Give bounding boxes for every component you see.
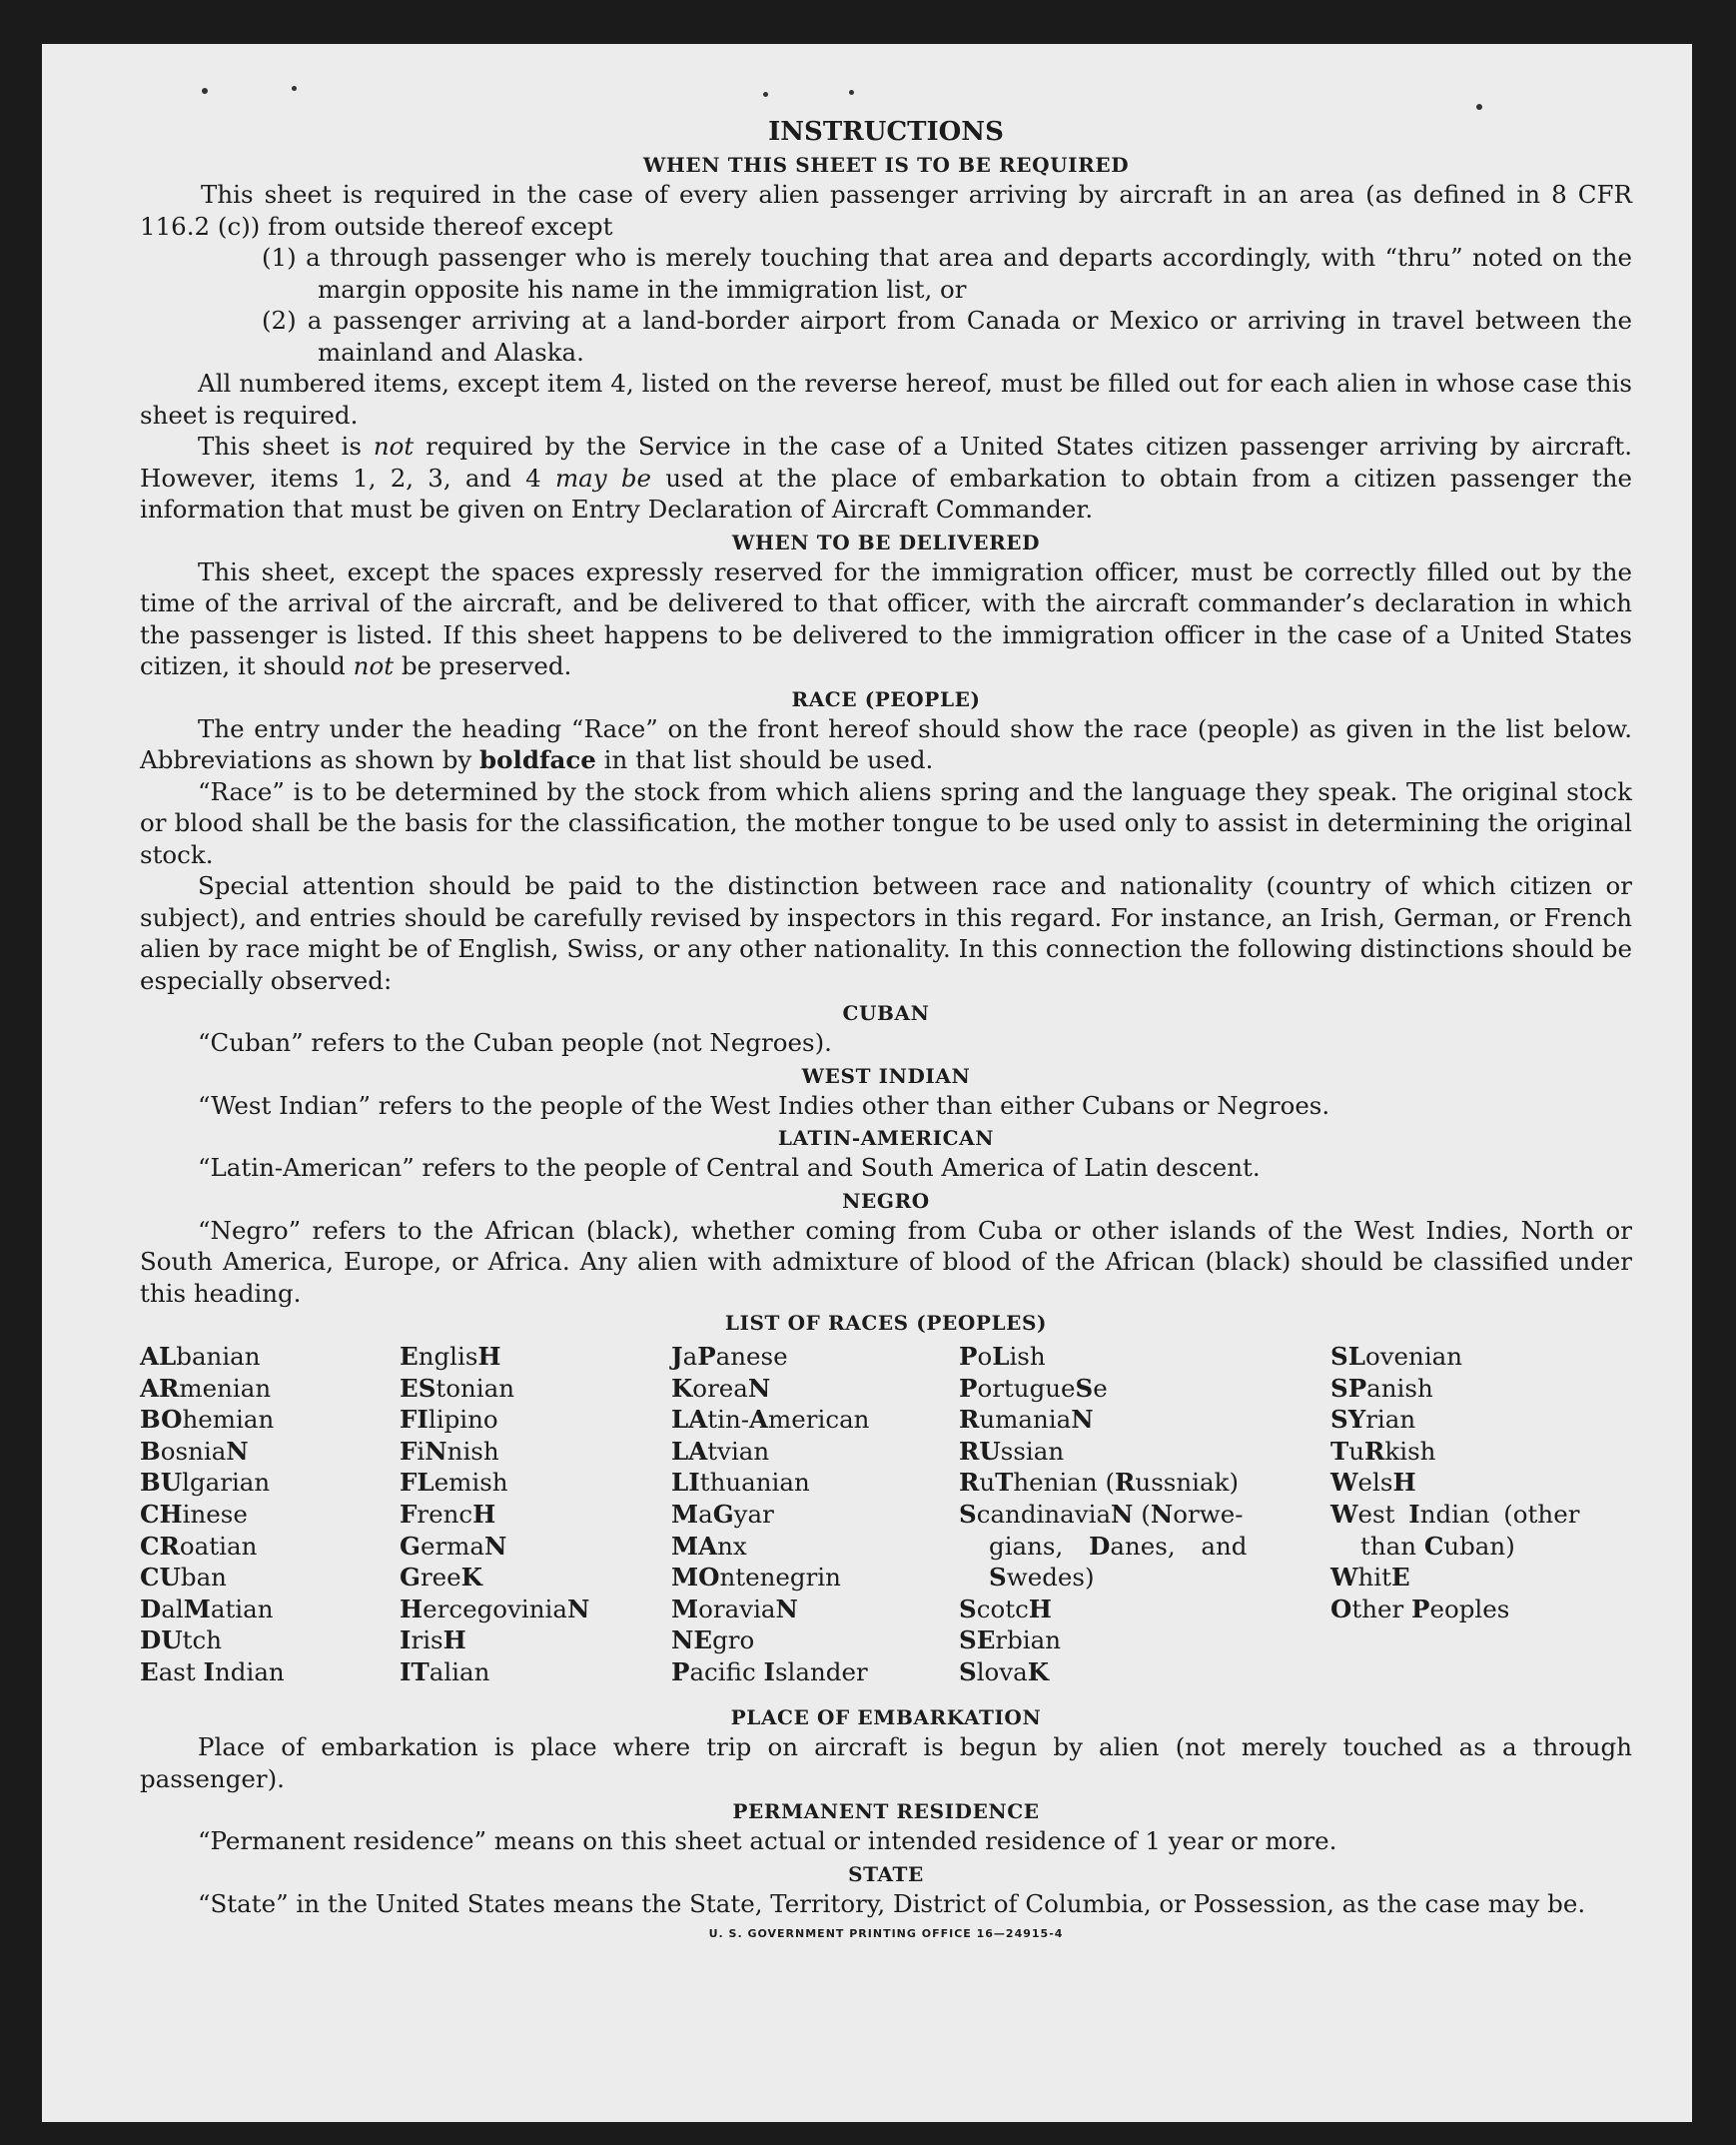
paragraph: Special attention should be paid to the distinction between race and nationality (country of which citizen or subject), and entries should be carefully revised by inspectors in this regard. For instance, an Irish, German, or French alien by race might be of English, Swiss, or any other nationality. In this connection the following distinctions should be especially observed:	[140, 871, 1632, 995]
race-list-item: HercegoviniaN	[400, 1594, 590, 1623]
paragraph: “Negro” refers to the African (black), whether coming from Cuba or other islands of the West Indies, North or South America, Europe, or Africa. Any alien with admixture of blood of the African (black) should be classified under this heading.	[140, 1215, 1632, 1308]
race-list-item: PortugueSe	[959, 1373, 1108, 1403]
race-list-item: RuThenian (Russniak)	[959, 1468, 1240, 1498]
paragraph: “Race” is to be determined by the stock from which aliens spring and the language they speak. The original stock or blood shall be the basis for the classification, the mother tongue to be used only to assist in determining the original stock.	[140, 776, 1632, 869]
section-heading: CUBAN	[842, 1001, 930, 1025]
race-list-item: Pacifc Islander	[671, 1656, 868, 1686]
paragraph: This sheet, except the spaces expressly reserved for the immigration officer, must be correctly filled out by the time of the arrival of the aircraft, and be delivered to that officer, with the aircraft commander’s declaration in which the passenger is listed. If this sheet happens to be delivered to the immigration officer in the case of a United States citizen, it should not be preserved.	[140, 556, 1632, 680]
race-list-item: TuRkish	[1330, 1436, 1436, 1466]
race-list-item: EnglisH	[400, 1342, 501, 1371]
paragraph: “Cuban” refers to the Cuban people (not Negroes).	[198, 1028, 832, 1057]
section-heading: LATIN-AMERICAN	[777, 1126, 995, 1150]
scan-speck	[202, 88, 208, 94]
races-column-4	[959, 1341, 1306, 1688]
scan-speck	[1476, 104, 1482, 110]
race-list-item: than Cuban)	[1360, 1531, 1515, 1561]
printing-office-imprint: U. S. GOVERNMENT PRINTING OFFICE 16—24915-4	[708, 1927, 1064, 1940]
section-heading: LIST OF RACES (PEOPLES)	[724, 1311, 1048, 1335]
race-list-item: BUlgarian	[140, 1468, 271, 1498]
races-column-3	[671, 1341, 941, 1688]
paragraph: “Permanent residence” means on this sheet actual or intended residence of 1 year or more.	[198, 1826, 1337, 1855]
section-heading: WHEN TO BE DELIVERED	[731, 530, 1041, 554]
section-heading: RACE (PEOPLE)	[791, 686, 981, 711]
race-list-item: DUtch	[140, 1625, 222, 1655]
race-list-item: WelsH	[1330, 1468, 1416, 1498]
paragraph: Place of embarkation is place where trip on aircraft is begun by alien (not merely touched as a through passenger).	[140, 1732, 1632, 1793]
race-list-item: ScotcH	[959, 1594, 1052, 1623]
race-list-item: FiNnish	[400, 1436, 499, 1466]
race-list-item: GreeK	[400, 1563, 482, 1593]
instructions-body	[140, 116, 1632, 1940]
list-item: (2) a passenger arriving at a land-border airport from Canada or Mexico or arriving in travel between the mainland and Alaska.	[262, 306, 1632, 367]
section-heading: STATE	[848, 1861, 924, 1886]
section-heading: PERMANENT RESIDENCE	[732, 1799, 1040, 1823]
race-list-item: MAnx	[671, 1531, 747, 1561]
scan-speck	[849, 90, 854, 95]
race-list-item: NEgro	[671, 1625, 755, 1655]
paragraph: The entry under the heading “Race” on the front hereof should show the race (people) as given in the list below. Abbreviations as shown by boldface in that list should be used.	[140, 713, 1632, 774]
race-list-item: West Indian (other	[1330, 1499, 1580, 1529]
race-list-item: DalMatian	[140, 1594, 274, 1623]
paragraph: This sheet is required in the case of every alien passenger arriving by aircraft in an area (as defined in 8 CFR 116.2 (c)) from outside thereof except	[140, 180, 1632, 241]
paragraph: “Latin-American” refers to the people of Central and South America of Latin descent.	[198, 1153, 1261, 1182]
scan-speck	[292, 86, 297, 91]
race-list-item: MOntenegrin	[671, 1563, 841, 1593]
page-title: INSTRUCTIONS	[768, 117, 1004, 147]
race-list-item: gians, Danes, and	[989, 1531, 1248, 1561]
race-list-item: Swedes)	[989, 1563, 1095, 1593]
document-page	[42, 44, 1692, 2122]
section-heading: NEGRO	[842, 1188, 930, 1213]
paragraph: All numbered items, except item 4, listed on the reverse hereof, must be filled out for each alien in whose case this sheet is required.	[140, 369, 1632, 430]
race-list-item: MaGyar	[671, 1499, 774, 1529]
race-list-item: LAtvian	[671, 1436, 770, 1466]
race-list-item: CHinese	[140, 1499, 248, 1529]
races-column-5	[1330, 1341, 1632, 1624]
section-heading: WHEN THIS SHEET IS TO BE REQUIRED	[642, 153, 1130, 177]
race-list-item: LIthuanian	[671, 1468, 810, 1498]
paragraph: “West Indian” refers to the people of the West Indies other than either Cubans or Negroes.	[198, 1090, 1330, 1120]
races-list	[140, 1341, 1632, 1700]
scan-speck	[763, 92, 768, 97]
race-list-item: East Indian	[140, 1656, 285, 1686]
race-list-item: CUban	[140, 1563, 227, 1593]
race-list-item: MoraviaN	[671, 1594, 798, 1623]
race-list-item: CRoatian	[140, 1531, 258, 1561]
race-list-item: PoLish	[959, 1342, 1046, 1371]
race-list-item: IrisH	[400, 1625, 466, 1655]
section-heading: WEST INDIAN	[801, 1063, 971, 1088]
race-list-item: EStonian	[400, 1373, 515, 1403]
paragraph: “State” in the United States means the State, Territory, District of Columbia, or Possession, as the case may be.	[198, 1888, 1586, 1918]
race-list-item: JaPanese	[671, 1342, 788, 1371]
races-column-2	[400, 1341, 649, 1688]
section-heading: PLACE OF EMBARKATION	[730, 1705, 1042, 1729]
race-list-item: ScandinaviaN (Norwe-	[959, 1499, 1244, 1529]
race-list-item: SLovenian	[1330, 1342, 1463, 1371]
race-list-item: Other Peoples	[1330, 1594, 1510, 1623]
race-list-item: SPanish	[1330, 1373, 1433, 1403]
race-list-item: FrencH	[400, 1499, 496, 1529]
race-list-item: SlovaK	[959, 1656, 1050, 1686]
races-column-1	[140, 1341, 380, 1688]
paragraph: This sheet is not required by the Service in the case of a United States citizen passenger arriving by aircraft. However, items 1, 2, 3, and 4 may be used at the place of embarkation to obtain from a citizen passenger the information that must be given on Entry Declaration of Aircraft Commander.	[140, 432, 1633, 524]
race-list-item: GermaN	[400, 1531, 507, 1561]
race-list-item: RUssian	[959, 1436, 1065, 1466]
list-item: (1) a through passenger who is merely touching that area and departs accordingly, with “thru” noted on the margin opposite his name in the immigration list, or	[262, 243, 1632, 304]
race-list-item: FLemish	[400, 1468, 508, 1498]
race-list-item: WhitE	[1330, 1563, 1410, 1593]
race-list-item: SYrian	[1330, 1405, 1416, 1435]
race-list-item: ITalian	[400, 1656, 490, 1686]
race-list-item: SErbian	[959, 1625, 1062, 1655]
race-list-item: RumaniaN	[959, 1405, 1094, 1435]
race-list-item: ALbanian	[140, 1342, 261, 1371]
race-list-item: BosniaN	[140, 1436, 249, 1466]
race-list-item: KoreaN	[671, 1373, 771, 1403]
race-list-item: FIlipino	[400, 1405, 498, 1435]
race-list-item: ARmenian	[140, 1373, 272, 1403]
race-list-item: BOhemian	[140, 1405, 275, 1435]
race-list-item: LAtin-American	[671, 1405, 870, 1435]
